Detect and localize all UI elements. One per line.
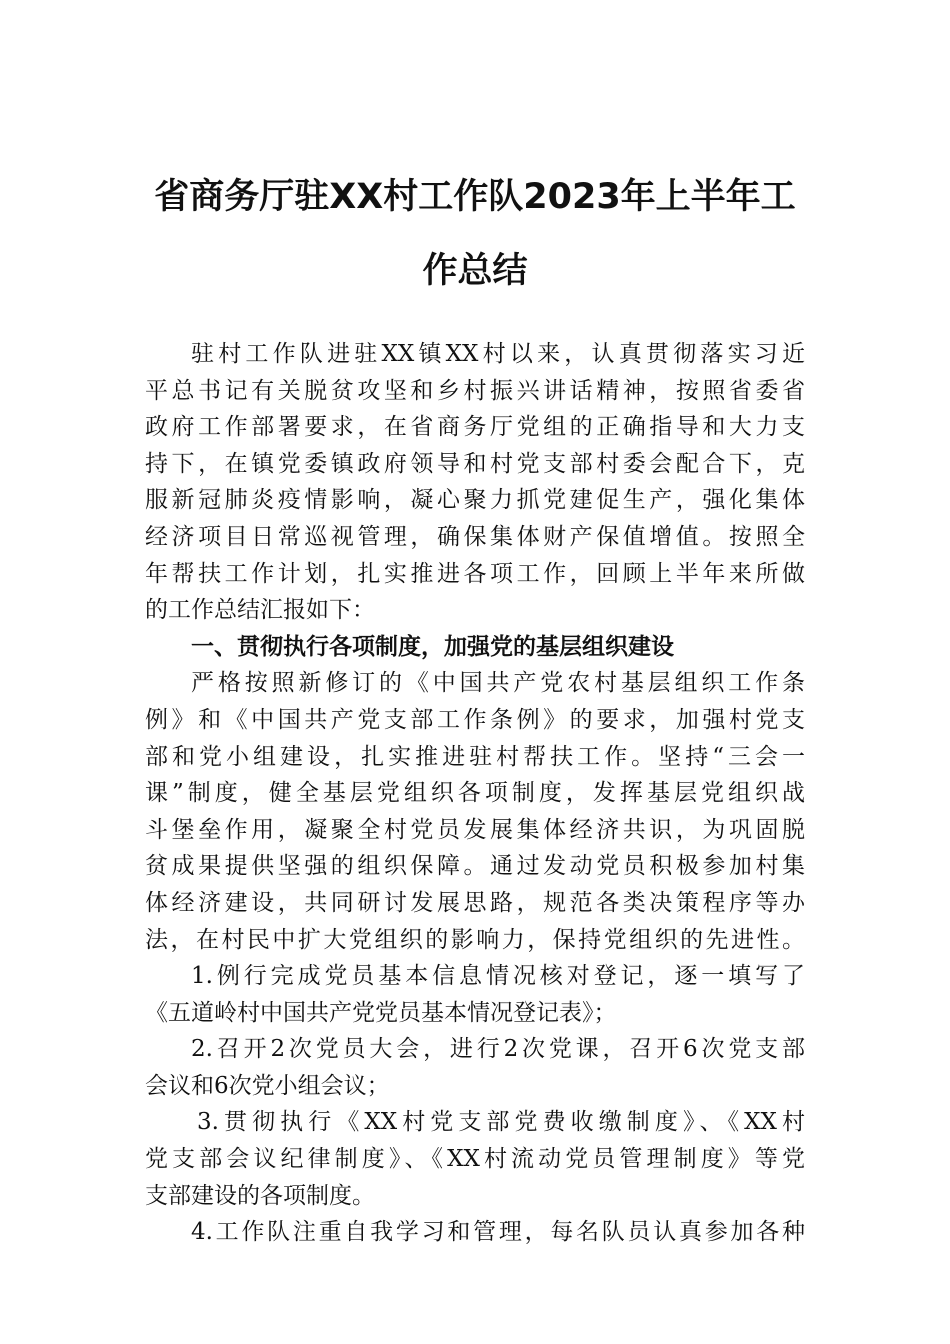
list-item-2 — [145, 1031, 805, 1104]
text-line: 课”制度，健全基层党组织各项制度，发挥基层党组织战 — [145, 780, 805, 807]
title-line-2: 作总结 — [422, 251, 528, 291]
text-line: 政府工作部署要求，在省商务厅党组的正确指导和大力支 — [145, 414, 805, 441]
title-line-1: 省商务厅驻XX村工作队2023年上半年工 — [154, 177, 796, 217]
text-line: 1.例行完成党员基本信息情况核对登记，逐一填写了 — [191, 963, 805, 990]
text-line: 体经济建设，共同研讨发展思路，规范各类决策程序等办 — [145, 889, 805, 916]
document-title — [145, 160, 805, 308]
text-line: 支部建设的各项制度。 — [145, 1182, 375, 1209]
text-line: 法，在村民中扩大党组织的影响力，保持党组织的先进性。 — [145, 926, 805, 953]
text-line: 4.工作队注重自我学习和管理，每名队员认真参加各种 — [191, 1219, 805, 1246]
text-line: 会议和6次党小组会议； — [145, 1072, 390, 1099]
text-line: 持下，在镇党委镇政府领导和村党支部村委会配合下，克 — [145, 450, 805, 477]
text-line: 例》和《中国共产党支部工作条例》的要求，加强村党支 — [145, 706, 805, 733]
text-line: 服新冠肺炎疫情影响，凝心聚力抓党建促生产，强化集体 — [145, 487, 805, 514]
intro-paragraph — [145, 336, 805, 629]
section-heading-text: 一、贯彻执行各项制度，加强党的基层组织建设 — [191, 633, 674, 660]
text-line: 2.召开2次党员大会，进行2次党课，召开6次党支部 — [191, 1036, 805, 1063]
list-item-3 — [145, 1104, 805, 1214]
section-heading — [145, 629, 805, 666]
text-line: 《五道岭村中国共产党党员基本情况登记表》； — [145, 999, 617, 1026]
section-paragraph — [145, 665, 805, 958]
text-line: 的工作总结汇报如下： — [145, 597, 375, 624]
text-line: 严格按照新修订的《中国共产党农村基层组织工作条 — [191, 670, 805, 697]
text-line: 年帮扶工作计划，扎实推进各项工作，回顾上半年来所做 — [145, 560, 805, 587]
text-line: 党支部会议纪律制度》、《XX村流动党员管理制度》等党 — [145, 1146, 805, 1173]
list-item-1 — [145, 958, 805, 1031]
list-item-4 — [145, 1214, 805, 1251]
text-line: 贫成果提供坚强的组织保障。通过发动党员积极参加村集 — [145, 853, 805, 880]
text-line: 驻村工作队进驻XX镇XX村以来，认真贯彻落实习近 — [191, 341, 805, 367]
text-line: 经济项目日常巡视管理，确保集体财产保值增值。按照全 — [145, 523, 805, 550]
document-body — [145, 336, 805, 1251]
text-line: 平总书记有关脱贫攻坚和乡村振兴讲话精神，按照省委省 — [145, 377, 805, 404]
text-line: 斗堡垒作用，凝聚全村党员发展集体经济共识，为巩固脱 — [145, 816, 805, 843]
text-line: 部和党小组建设，扎实推进驻村帮扶工作。坚持“三会一 — [145, 743, 805, 770]
text-line: 3.贯彻执行《XX村党支部党费收缴制度》、《XX村 — [197, 1109, 805, 1136]
